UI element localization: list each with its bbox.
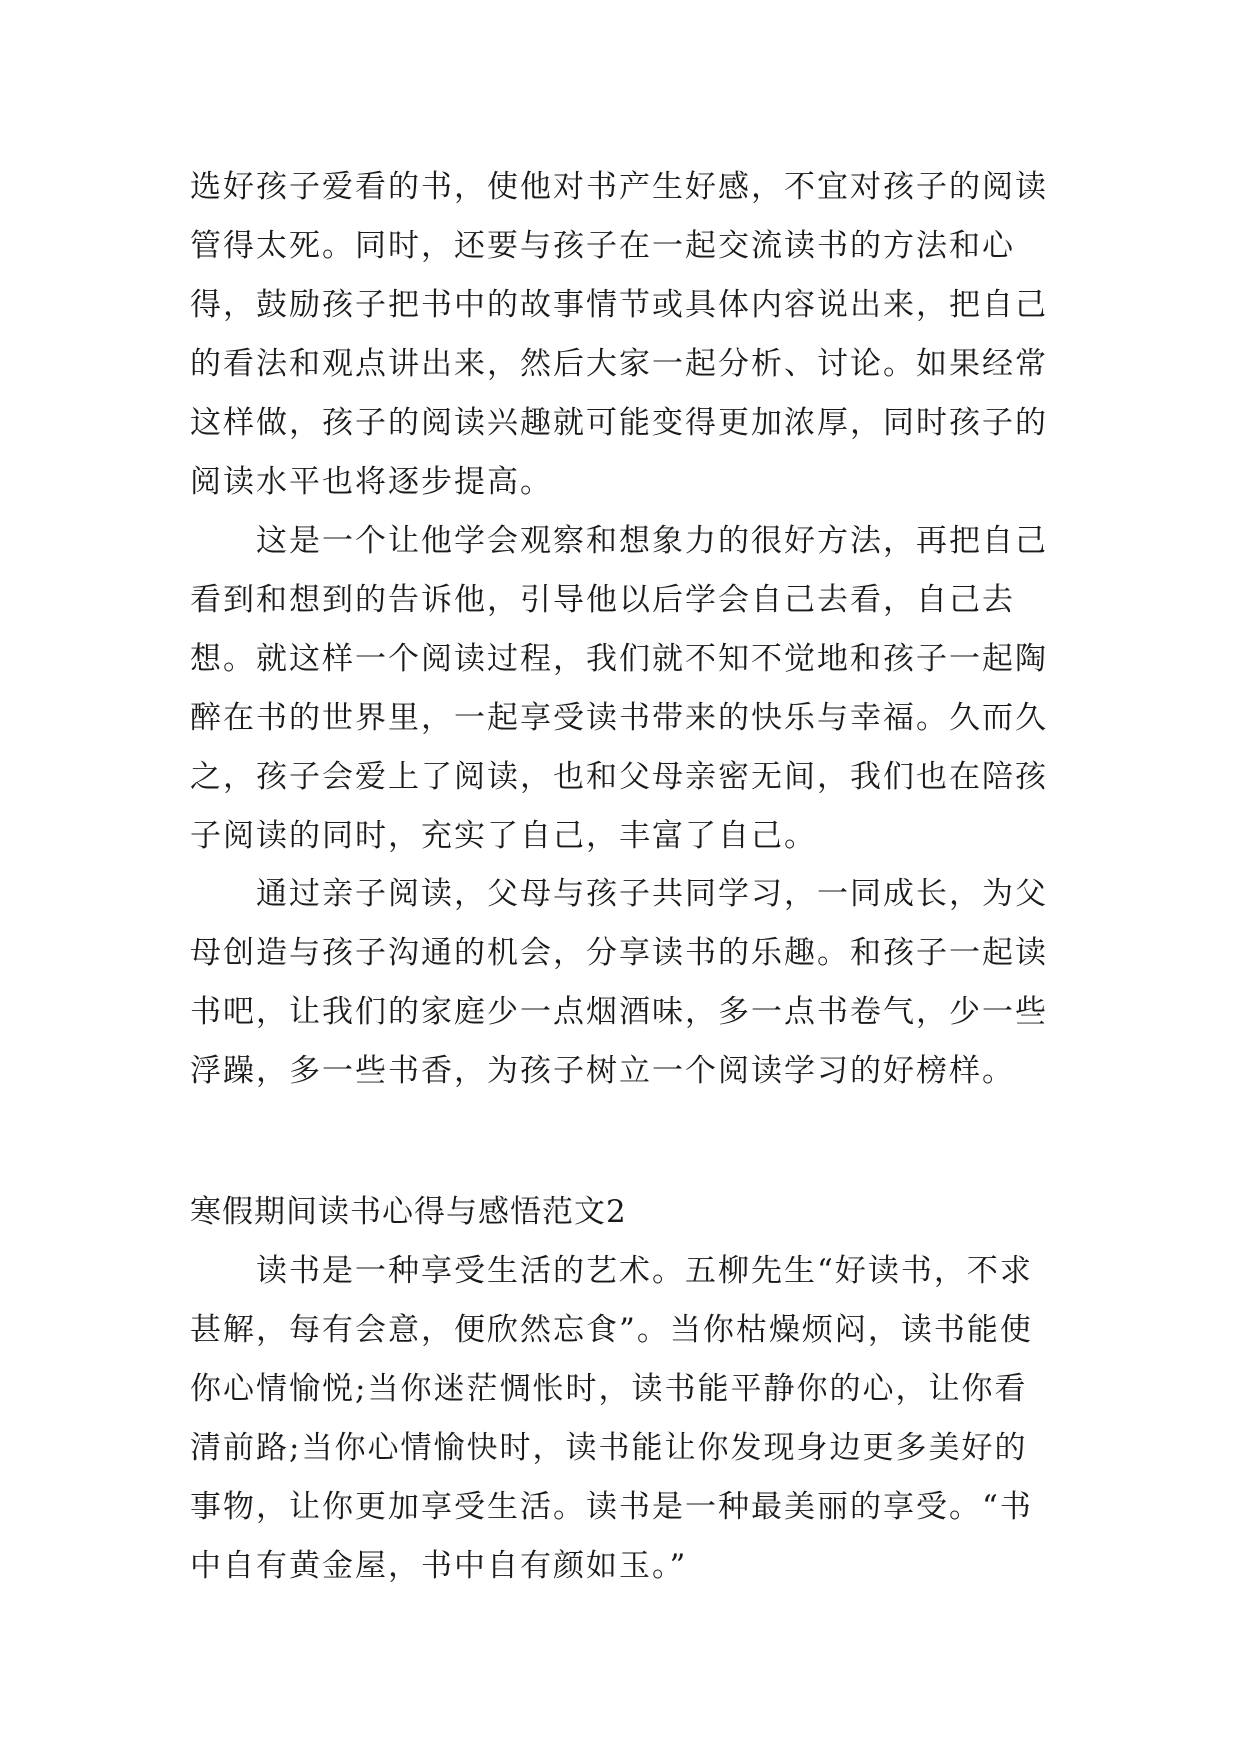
body-paragraph: 选好孩子爱看的书，使他对书产生好感，不宜对孩子的阅读管得太死。同时，还要与孩子在一起交流读书的方法和心得，鼓励孩子把书中的故事情节或具体内容说出来，把自己的看法和观点讲出来，然后大家一起分析、讨论。如果经常这样做，孩子的阅读兴趣就可能变得更加浓厚，同时孩子的阅读水平也将逐步提高。 [190,169,1048,500]
body-paragraph: 通过亲子阅读，父母与孩子共同学习，一同成长，为父母创造与孩子沟通的机会，分享读书的乐趣。和孩子一起读书吧，让我们的家庭少一点烟酒味，多一点书卷气，少一些浮躁，多一些书香，为孩子树立一个阅读学习的好榜样。 [190,876,1048,1089]
body-paragraph: 读书是一种享受生活的艺术。五柳先生“好读书，不求甚解，每有会意，便欣然忘食”。当你枯燥烦闷，读书能使你心情愉悦;当你迷茫惆怅时，读书能平静你的心，让你看清前路;当你心情愉快时，读书能让你发现身边更多美好的事物，让你更加享受生活。读书是一种最美丽的享受。“书中自有黄金屋，书中自有颜如玉。” [190,1253,1033,1584]
section-heading: 寒假期间读书心得与感悟范文2 [190,1194,627,1230]
body-paragraph: 这是一个让他学会观察和想象力的很好方法，再把自己看到和想到的告诉他，引导他以后学会自己去看，自己去想。就这样一个阅读过程，我们就不知不觉地和孩子一起陶醉在书的世界里，一起享受读书带来的快乐与幸福。久而久之，孩子会爱上了阅读，也和父母亲密无间，我们也在陪孩子阅读的同时，充实了自己，丰富了自己。 [190,523,1048,854]
